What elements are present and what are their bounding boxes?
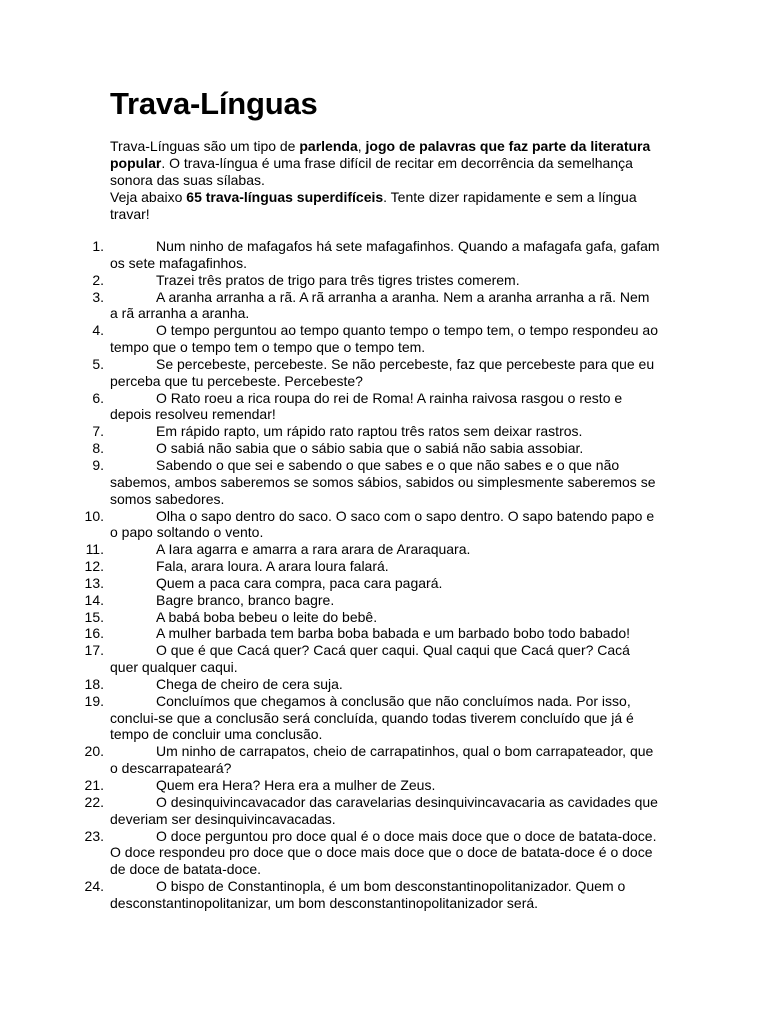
list-item-text: A babá boba bebeu o leite do bebê.	[156, 608, 378, 625]
list-item	[0, 457, 660, 508]
intro-text	[110, 138, 658, 223]
list-item	[0, 440, 660, 457]
list-item	[0, 642, 660, 676]
list-item	[0, 541, 660, 558]
list-item-text: Um ninho de carrapatos, cheio de carrapatinhos, qual o bom carrapateador, que o descarrapateará?	[110, 743, 654, 777]
list-item-number: 18.	[84, 675, 104, 692]
list-item-text: O Rato roeu a rica roupa do rei de Roma! A rainha raivosa rasgou o resto e depois resolveu remendar!	[110, 389, 623, 423]
list-item-number: 22.	[84, 793, 104, 810]
list-item	[0, 238, 660, 272]
list-item-text: Num ninho de mafagafos há sete mafagafinhos. Quando a mafagafa gafa, gafam os sete mafagafinhos.	[110, 238, 660, 271]
list-item-text: O tempo perguntou ao tempo quanto tempo o tempo tem, o tempo respondeu ao tempo que o tempo tem o tempo que o tempo tem.	[110, 322, 658, 356]
list-item-number: 7.	[92, 423, 104, 440]
list-item-text: Quem a paca cara compra, paca cara pagará.	[156, 574, 443, 591]
list-item-number: 9.	[92, 456, 104, 473]
intro-bold-jogo-de-palavras: jogo de palavras que faz parte da literatura popular	[110, 138, 651, 171]
list-item	[0, 322, 660, 356]
list-item-text: O bispo de Constantinopla, é um bom desconstantinopolitanizador. Quem o desconstantinopolitanizar, um bom desconstantinopolitanizador será.	[110, 878, 626, 911]
list-item-text: A mulher barbada tem barba boba babada e um barbado bobo todo babado!	[156, 625, 631, 642]
list-item-text: Bagre branco, branco bagre.	[156, 591, 335, 608]
list-item	[0, 676, 660, 693]
list-item-number: 6.	[92, 389, 104, 406]
list-item-number: 24.	[84, 878, 104, 895]
list-item-text: Concluímos que chegamos à conclusão que não concluímos nada. Por isso, conclui-se que a conclusão será concluída, quando todas tiverem concluído que já é tempo de concluir uma conclusão.	[110, 692, 634, 743]
list-item-number: 15.	[84, 608, 104, 625]
list-item-text: O sabiá não sabia que o sábio sabia que o sabiá não sabia assobiar.	[156, 440, 584, 457]
intro-paragraph-1	[110, 138, 658, 189]
list-item-number: 23.	[84, 827, 104, 844]
list-item-text: Em rápido rapto, um rápido rato raptou três ratos sem deixar rastros.	[156, 423, 583, 440]
list-item-text: Olha o sapo dentro do saco. O saco com o sapo dentro. O sapo batendo papo e o papo soltando o vento.	[110, 507, 655, 541]
intro-bold-count: 65 trava-línguas superdifíceis	[186, 189, 384, 205]
intro-text-segment: . Tente dizer rapidamente e sem a língua travar!	[110, 189, 637, 222]
list-item	[0, 878, 660, 912]
list-item-number: 1.	[92, 238, 104, 254]
list-item-text: Trazei três pratos de trigo para três tigres tristes comerem.	[156, 271, 520, 288]
list-item	[0, 743, 660, 777]
intro-text-segment: Trava-Línguas são um tipo de	[110, 138, 300, 154]
list-item-number: 2.	[92, 271, 104, 288]
list-item-text: O que é que Cacá quer? Cacá quer caqui. Qual caqui que Cacá quer? Cacá quer qualquer caqui.	[110, 642, 630, 676]
list-item-number: 12.	[84, 558, 104, 575]
list-item	[0, 592, 660, 609]
list-item-text: Fala, arara loura. A arara loura falará.	[156, 558, 389, 575]
list-item-text: A Iara agarra e amarra a rara arara de Araraquara.	[156, 541, 471, 558]
list-item-number: 5.	[92, 355, 104, 372]
list-item	[0, 794, 660, 828]
list-item	[0, 390, 660, 424]
list-item	[0, 356, 660, 390]
list-item	[0, 693, 660, 744]
list-item	[0, 508, 660, 542]
list-item-text: O desinquivincavacador das caravelarias desinquivincavacaria as cavidades que deveriam ser desinquivincavacadas.	[110, 793, 658, 827]
list-item-number: 11.	[85, 541, 104, 558]
list-item-text: Sabendo o que sei e sabendo o que sabes e o que não sabes e o que não sabemos, ambos saberemos se somos sábios, sabidos ou simplesmente saberemos se somos sabedores.	[110, 456, 656, 507]
tongue-twister-list	[0, 238, 660, 912]
list-item	[0, 777, 660, 794]
list-item-text: O doce perguntou pro doce qual é o doce mais doce que o doce de batata-doce. O doce respondeu pro doce que o doce mais doce que o doce de batata-doce é o doce de doce de batata-doce.	[110, 827, 657, 878]
list-item-number: 17.	[84, 642, 104, 659]
intro-text-segment: ,	[357, 138, 366, 154]
list-item-number: 4.	[92, 322, 104, 339]
intro-text-segment: . O trava-língua é uma frase difícil de recitar em decorrência da semelhança sonora das suas sílabas.	[110, 155, 633, 188]
list-item-number: 16.	[84, 625, 104, 642]
list-item-number: 19.	[84, 692, 104, 709]
list-item	[0, 575, 660, 592]
intro-paragraph-2	[110, 189, 658, 223]
list-item	[0, 272, 660, 289]
list-item-number: 3.	[92, 288, 104, 305]
list-item-number: 14.	[84, 591, 104, 608]
list-item	[0, 625, 660, 642]
list-item-text: Se percebeste, percebeste. Se não percebeste, faz que percebeste para que eu perceba que tu percebeste. Percebeste?	[110, 355, 655, 389]
list-item	[0, 423, 660, 440]
list-item-number: 8.	[92, 440, 104, 457]
list-item	[0, 558, 660, 575]
list-item-text: A aranha arranha a rã. A rã arranha a aranha. Nem a aranha arranha a rã. Nem a rã arranha a aranha.	[110, 288, 650, 322]
list-item-number: 10.	[84, 507, 104, 524]
list-item-text: Quem era Hera? Hera era a mulher de Zeus.	[156, 777, 436, 793]
list-item	[0, 828, 660, 879]
list-item-text: Chega de cheiro de cera suja.	[156, 675, 343, 692]
list-item-number: 20.	[84, 743, 104, 760]
intro-text-segment: Veja abaixo	[110, 189, 187, 205]
page-title: Trava-Línguas	[110, 86, 318, 121]
list-item-number: 21.	[84, 777, 104, 793]
list-item	[0, 289, 660, 323]
list-item-number: 13.	[84, 574, 104, 591]
list-item	[0, 609, 660, 626]
intro-bold-parlenda: parlenda	[299, 138, 358, 154]
